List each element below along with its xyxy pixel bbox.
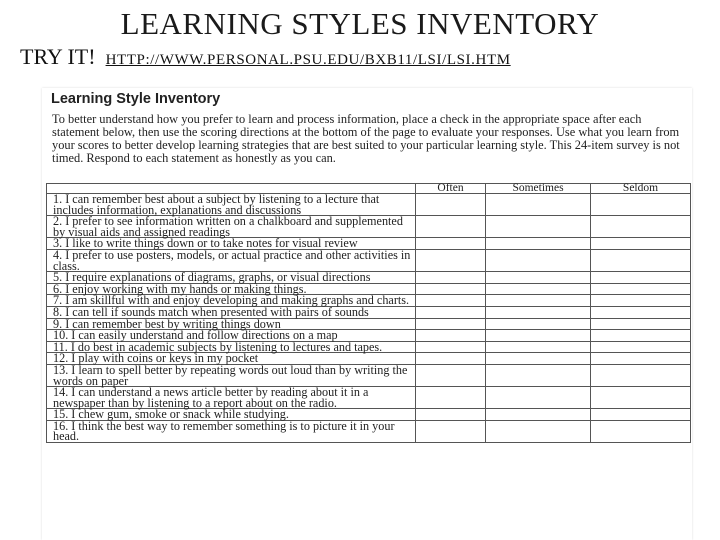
statement-cell: 8. I can tell if sounds match when presented with pairs of sounds xyxy=(47,306,416,318)
response-cell-often[interactable] xyxy=(416,272,486,284)
response-cell-sometimes[interactable] xyxy=(486,272,591,284)
table-row xyxy=(47,249,691,271)
header-often: Often xyxy=(416,184,486,194)
table-row xyxy=(47,216,691,238)
response-cell-sometimes[interactable] xyxy=(486,238,591,250)
response-cell-sometimes[interactable] xyxy=(486,341,591,353)
table-row xyxy=(47,364,691,386)
try-it-label: TRY IT! xyxy=(20,44,96,69)
response-cell-sometimes[interactable] xyxy=(486,283,591,295)
response-cell-often[interactable] xyxy=(416,330,486,342)
response-cell-seldom[interactable] xyxy=(591,330,691,342)
response-cell-sometimes[interactable] xyxy=(486,318,591,330)
statement-cell: 14. I can understand a news article better by reading about it in a newspaper than by listening to a report about on the radio. xyxy=(47,387,416,409)
statement-cell: 1. I can remember best about a subject by listening to a lecture that includes information, explanations and discussions xyxy=(47,194,416,216)
header-sometimes: Sometimes xyxy=(486,184,591,194)
response-cell-sometimes[interactable] xyxy=(486,364,591,386)
response-cell-seldom[interactable] xyxy=(591,364,691,386)
response-cell-often[interactable] xyxy=(416,387,486,409)
response-cell-seldom[interactable] xyxy=(591,409,691,421)
response-cell-often[interactable] xyxy=(416,318,486,330)
table-row xyxy=(47,420,691,442)
statement-cell: 12. I play with coins or keys in my pocket xyxy=(47,353,416,365)
inventory-table xyxy=(46,183,691,443)
response-cell-often[interactable] xyxy=(416,341,486,353)
response-cell-sometimes[interactable] xyxy=(486,216,591,238)
response-cell-often[interactable] xyxy=(416,420,486,442)
response-cell-sometimes[interactable] xyxy=(486,420,591,442)
try-it-row xyxy=(20,44,511,70)
response-cell-sometimes[interactable] xyxy=(486,353,591,365)
response-cell-seldom[interactable] xyxy=(591,295,691,307)
statement-cell: 9. I can remember best by writing things down xyxy=(47,318,416,330)
statement-cell: 6. I enjoy working with my hands or making things. xyxy=(47,283,416,295)
response-cell-sometimes[interactable] xyxy=(486,194,591,216)
response-cell-seldom[interactable] xyxy=(591,420,691,442)
response-cell-sometimes[interactable] xyxy=(486,306,591,318)
response-cell-often[interactable] xyxy=(416,238,486,250)
response-cell-sometimes[interactable] xyxy=(486,330,591,342)
response-cell-often[interactable] xyxy=(416,295,486,307)
statement-cell: 10. I can easily understand and follow directions on a map xyxy=(47,330,416,342)
statement-cell: 3. I like to write things down or to take notes for visual review xyxy=(47,238,416,250)
response-cell-often[interactable] xyxy=(416,194,486,216)
statement-cell: 13. I learn to spell better by repeating words out loud than by writing the words on paper xyxy=(47,364,416,386)
document-title: Learning Style Inventory xyxy=(51,91,221,107)
slide-title: LEARNING STYLES INVENTORY xyxy=(120,6,600,41)
statement-cell: 7. I am skillful with and enjoy developing and making graphs and charts. xyxy=(47,295,416,307)
document-intro: To better understand how you prefer to learn and process information, place a check in the appropriate space after each statement below, then use the scoring directions at the bottom of the page to evaluate your responses. Use what you learn from your scores to better develop learning strategies that are best suited to your particular learning style. This 24-item survey is not timed. Respond to each statement as honestly as you can. xyxy=(52,112,680,165)
response-cell-often[interactable] xyxy=(416,249,486,271)
response-cell-often[interactable] xyxy=(416,364,486,386)
response-cell-seldom[interactable] xyxy=(591,216,691,238)
statement-cell: 4. I prefer to use posters, models, or actual practice and other activities in class. xyxy=(47,249,416,271)
response-cell-often[interactable] xyxy=(416,216,486,238)
inventory-document-image xyxy=(42,88,692,540)
header-seldom: Seldom xyxy=(591,184,691,194)
response-cell-seldom[interactable] xyxy=(591,306,691,318)
table-row xyxy=(47,387,691,409)
response-cell-seldom[interactable] xyxy=(591,194,691,216)
response-cell-seldom[interactable] xyxy=(591,272,691,284)
response-cell-often[interactable] xyxy=(416,409,486,421)
statement-cell: 15. I chew gum, smoke or snack while studying. xyxy=(47,409,416,421)
response-cell-seldom[interactable] xyxy=(591,387,691,409)
statement-cell: 2. I prefer to see information written on a chalkboard and supplemented by visual aids and assigned readings xyxy=(47,216,416,238)
response-cell-seldom[interactable] xyxy=(591,238,691,250)
table-row xyxy=(47,194,691,216)
response-cell-often[interactable] xyxy=(416,353,486,365)
response-cell-sometimes[interactable] xyxy=(486,295,591,307)
response-cell-often[interactable] xyxy=(416,283,486,295)
statement-cell: 5. I require explanations of diagrams, graphs, or visual directions xyxy=(47,272,416,284)
response-cell-sometimes[interactable] xyxy=(486,387,591,409)
response-cell-sometimes[interactable] xyxy=(486,249,591,271)
inventory-link[interactable]: HTTP://WWW.PERSONAL.PSU.EDU/BXB11/LSI/LSI.HTM xyxy=(105,52,511,68)
statement-cell: 11. I do best in academic subjects by listening to lectures and tapes. xyxy=(47,341,416,353)
response-cell-seldom[interactable] xyxy=(591,283,691,295)
statement-cell: 16. I think the best way to remember something is to picture it in your head. xyxy=(47,420,416,442)
response-cell-seldom[interactable] xyxy=(591,249,691,271)
response-cell-seldom[interactable] xyxy=(591,341,691,353)
response-cell-seldom[interactable] xyxy=(591,318,691,330)
response-cell-often[interactable] xyxy=(416,306,486,318)
response-cell-seldom[interactable] xyxy=(591,353,691,365)
response-cell-sometimes[interactable] xyxy=(486,409,591,421)
